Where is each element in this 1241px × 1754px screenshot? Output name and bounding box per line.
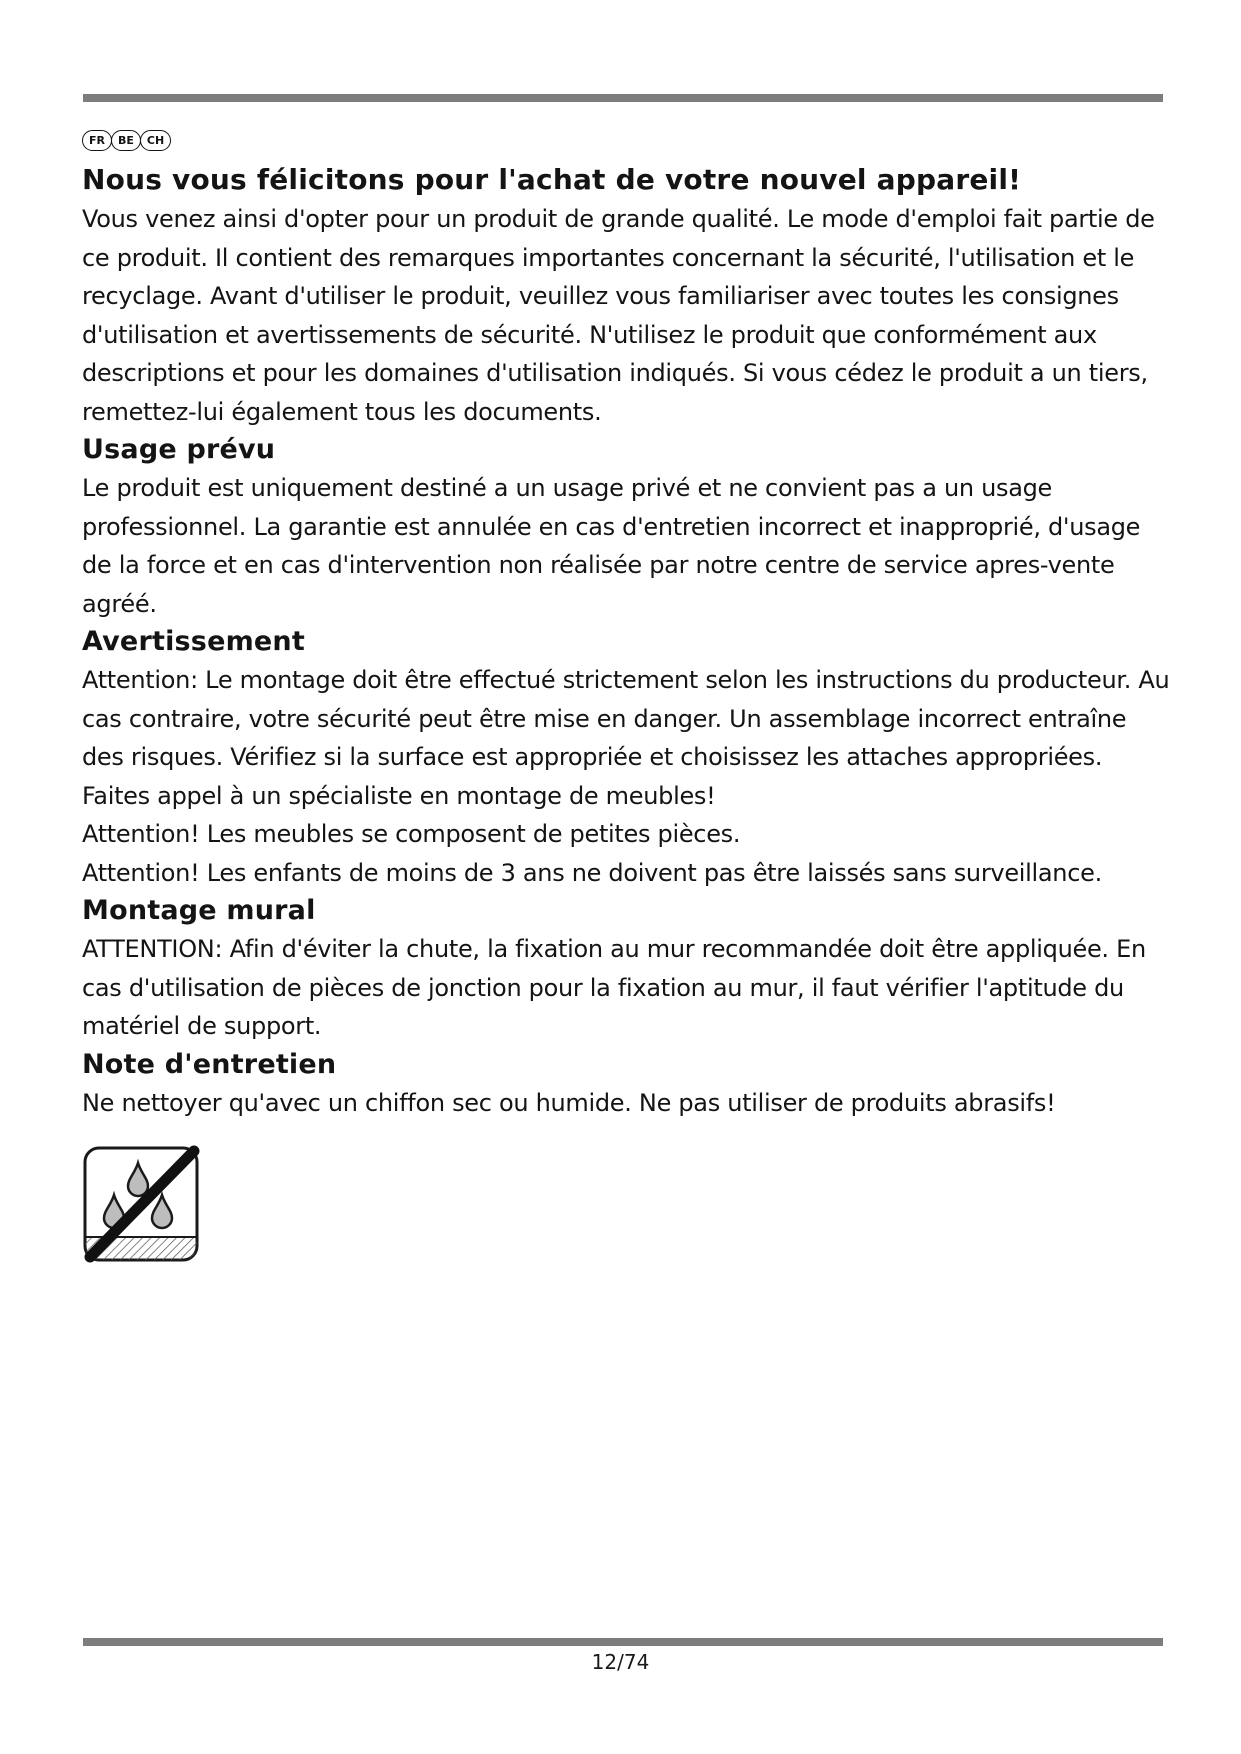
maintenance-heading: Note d'entretien [82,1048,337,1080]
wall-mount-heading: Montage mural [82,895,316,926]
usage-heading: Usage prévu [82,434,276,465]
page-number: 12/74 [591,1650,650,1674]
maintenance-paragraph: Ne nettoyer qu'avec un chiffon sec ou humide. Ne pas utiliser de produits abrasifs! [82,1088,1056,1117]
no-wet-cleaning-icon [82,1145,200,1263]
country-badges [82,130,170,151]
intro-paragraph: Vous venez ainsi d'opter pour un produit de grande qualité. Le mode d'emploi fait partie de ce produit. Il contient des remarques importantes concernant la sécurité, l'utilisation et le recyclage. Avant d'utiliser le produit, veuillez vous familiariser avec toutes les consignes d'utilisation et avertissements de sécurité. N'utilisez le produit que conformément aux descriptions et pour les domaines d'utilisation indiqués. Si vous cédez le produit a un tiers, remettez-lui également tous les documents. [82,205,1155,426]
country-badge-fr: FR [82,130,112,151]
country-badge-be: BE [111,130,141,151]
intro-heading: Nous vous félicitons pour l'achat de votre nouvel appareil! [82,163,1022,196]
document-body [82,160,1172,1122]
warning-paragraph-1: Attention: Le montage doit être effectué strictement selon les instructions du producteur. Au cas contraire, votre sécurité peut être mise en danger. Un assemblage incorrect entraîne des risques. Vérifiez si la surface est appropriée et choisissez les attaches appropriées. Faites appel à un spécialiste en montage de meubles! [82,666,1170,810]
bottom-rule [83,1638,1163,1646]
wall-mount-paragraph: ATTENTION: Afin d'éviter la chute, la fixation au mur recommandée doit être appliquée. En cas d'utilisation de pièces de jonction pour la fixation au mur, il faut vérifier l'aptitude du matériel de support. [82,935,1146,1040]
warning-paragraph-2: Attention! Les meubles se composent de petites pièces. [82,820,741,848]
warning-paragraph-3: Attention! Les enfants de moins de 3 ans ne doivent pas être laissés sans surveillance. [82,858,1102,887]
top-rule [83,94,1163,102]
country-badge-ch: CH [140,130,171,151]
warning-heading: Avertissement [82,626,305,657]
usage-paragraph: Le produit est uniquement destiné a un usage privé et ne convient pas a un usage professionnel. La garantie est annulée en cas d'entretien incorrect et inapproprié, d'usage de la force et en cas d'intervention non réalisée par notre centre de service apres-vente agréé. [82,474,1141,618]
